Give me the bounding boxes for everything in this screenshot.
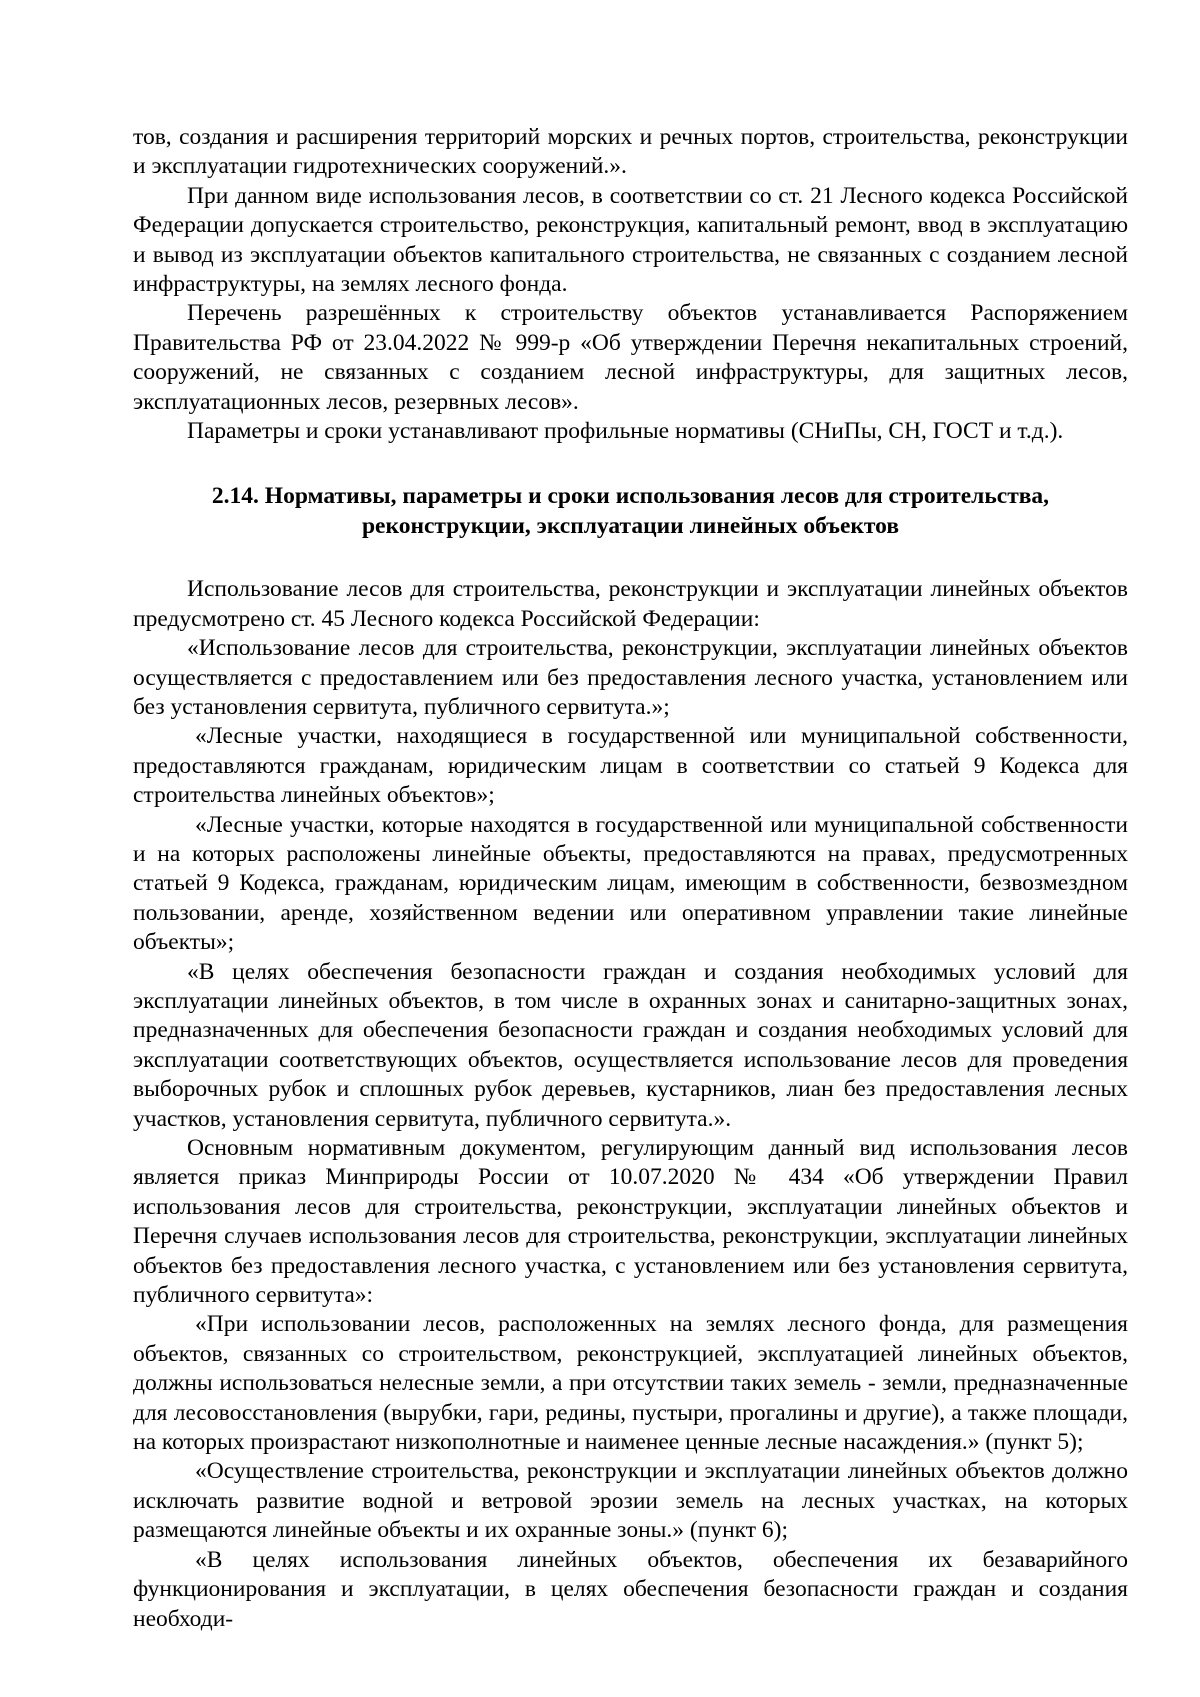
paragraph: Основным нормативным документом, регулирующим данный вид использования лесов является приказ Минприроды России от 10.07.2020 № 434 «Об утверждении Правил использования лесов для строительства, реконструкции, эксплуатации линейных объектов и Перечня случаев использования лесов для строительства, реконструкции, эксплуатации линейных объектов без предоставления лесного участка, с установлением или без установления сервитута, публичного сервитута»: — [133, 1135, 1128, 1309]
paragraph: При данном виде использования лесов, в соответствии со ст. 21 Лесного кодекса Российской Федерации допускается строительство, реконструкция, капитальный ремонт, ввод в эксплуатацию и вывод из эксплуатации объектов капитального строительства, не связанных с созданием лесной инфраструктуры, на землях лесного фонда. — [133, 182, 1128, 298]
quote-paragraph: «Лесные участки, находящиеся в государственной или муниципальной собственности, предоставляются гражданам, юридическим лицам в соответствии со статьей 9 Кодекса для строительства линейных объектов»; — [133, 723, 1128, 809]
quote-paragraph: «Осуществление строительства, реконструкции и эксплуатации линейных объектов должно исключать развитие водной и ветровой эрозии земель на лесных участках, на которых размещаются линейные объекты и их охранные зоны.» (пункт 6); — [133, 1458, 1128, 1544]
paragraph: Параметры и сроки устанавливают профильные нормативы (СНиПы, СН, ГОСТ и т.д.). — [187, 418, 1064, 445]
quote-paragraph: «Лесные участки, которые находятся в государственной или муниципальной собственности и на которых расположены линейные объекты, предоставляются на правах, предусмотренных статьей 9 Кодекса, гражданам, юридическим лицам, имеющим в собственности, безвозмездном пользовании, аренде, хозяйственном ведении или оперативном управлении такие линейные объекты»; — [133, 811, 1128, 956]
quote-paragraph: «В целях обеспечения безопасности граждан и создания необходимых условий для эксплуатации линейных объектов, в том числе в охранных зонах и санитарно-защитных зонах, предназначенных для обеспечения безопасности граждан и создания необходимых условий для эксплуатации соответствующих объектов, осуществляется использование лесов для проведения выборочных рубок и сплошных рубок деревьев, кустарников, лиан без предоставления лесных участков, установления сервитута, публичного сервитута.». — [133, 958, 1128, 1132]
paragraph: тов, создания и расширения территорий морских и речных портов, строительства, реконструкции и эксплуатации гидротехнических сооружений.». — [133, 124, 1128, 180]
quote-paragraph: «В целях использования линейных объектов, обеспечения их безаварийного функционирования и эксплуатации, в целях обеспечения безопасности граждан и создания необходи- — [133, 1546, 1128, 1632]
quote-paragraph: «При использовании лесов, расположенных на землях лесного фонда, для размещения объектов, связанных со строительством, реконструкцией, эксплуатацией линейных объектов, должны использоваться нелесные земли, а при отсутствии таких земель - земли, предназначенные для лесовосстановления (вырубки, гари, редины, пустыри, прогалины и другие), а также площади, на которых произрастают низкополнотные и наименее ценные лесные насаждения.» (пункт 5); — [133, 1311, 1128, 1456]
section-heading: 2.14. Нормативы, параметры и сроки использования лесов для строительства, реконструкции, эксплуатации линейных объектов — [211, 483, 1050, 539]
paragraph: Перечень разрешённых к строительству объектов устанавливается Распоряжением Правительства РФ от 23.04.2022 № 999-р «Об утверждении Перечня некапитальных строений, сооружений, не связанных с созданием лесной инфраструктуры, для защитных лесов, эксплуатационных лесов, резервных лесов». — [133, 300, 1128, 415]
document-body — [133, 123, 1128, 1634]
paragraph: Использование лесов для строительства, реконструкции и эксплуатации линейных объектов предусмотрено ст. 45 Лесного кодекса Российской Федерации: — [133, 576, 1128, 632]
quote-paragraph: «Использование лесов для строительства, реконструкции, эксплуатации линейных объектов осуществляется с предоставлением или без предоставления лесного участка, установлением или без установления сервитута, публичного сервитута.»; — [133, 635, 1128, 720]
